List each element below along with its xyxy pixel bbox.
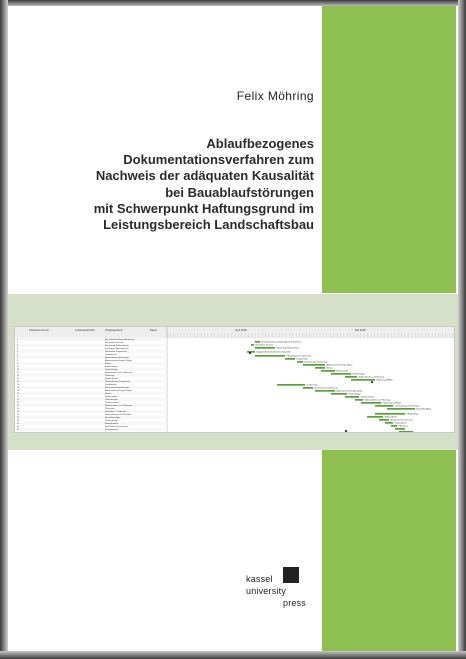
gantt-row-index: 23 [17, 405, 20, 407]
gantt-task-bar [331, 393, 347, 395]
gantt-task-label: Einfassungen [105, 366, 118, 368]
gantt-row-index: 19 [17, 393, 20, 395]
gantt-bar-annotation: Abwassereinrichtung Zuleger [336, 390, 363, 393]
gantt-row-index: 28 [17, 420, 20, 422]
gantt-bar-annotation: Plattenbelage [352, 373, 365, 376]
gantt-row-bg [15, 392, 167, 395]
gantt-milestone [371, 381, 374, 384]
gantt-bar-annotation: Bauwerkraumerweiterung [314, 387, 338, 390]
gantt-row-bg [15, 368, 167, 371]
gantt-column-header: Leistungsbereich [75, 329, 95, 332]
gantt-task-label: Fundamente [105, 384, 117, 386]
gantt-task-bar [355, 399, 363, 401]
gantt-task-bar [315, 390, 335, 392]
gantt-task-bar [395, 428, 405, 430]
gantt-row-bg [15, 410, 167, 413]
gantt-bar-annotation: Plattenbelage [348, 393, 361, 396]
publisher-line-press: press [283, 598, 307, 608]
author-name: Felix Möhring [236, 89, 314, 103]
gantt-row-index: 30 [17, 426, 20, 428]
gantt-row-index: 11 [17, 369, 20, 371]
gantt-row-index: 2 [17, 342, 19, 344]
title-line: Dokumentationsverfahren zum [123, 152, 314, 168]
gantt-bar-annotation: Pflanzungen (19Stk) [382, 402, 401, 405]
gantt-bar-annotation: Fundamente [306, 384, 318, 387]
gantt-task-bar [367, 416, 383, 418]
gantt-task-label: Unterhaltung und Schutzbau [105, 414, 132, 416]
gantt-task-label: Bauzeitenhandlung Haftrahmen [105, 339, 135, 341]
gantt-row-index: 18 [17, 390, 20, 392]
gantt-bar-annotation: Fundamente [296, 358, 308, 361]
gantt-bar-annotation: Einfassungen [336, 370, 349, 373]
gantt-task-bar [315, 367, 325, 369]
gantt-task-label: Abwassereinrichtung Zuleger [105, 360, 132, 362]
gantt-bar-annotation: Pflanzung (18Stk) [376, 379, 393, 382]
gantt-task-bar [277, 384, 305, 386]
gantt-bar-annotation: Pflasterflächen Tragschicht [286, 355, 311, 358]
gantt-task-label: Baustelle einrichten [105, 342, 124, 344]
gantt-row-index: 15 [17, 381, 20, 383]
gantt-task-label: Bodenarbeiten zur Pflanzung [105, 372, 132, 374]
gantt-row-bg [15, 386, 167, 389]
gantt-bar-annotation: Ausgabe Ausbreitrahmen für Baustelle [256, 351, 291, 354]
gantt-row-bg [15, 362, 167, 365]
gantt-row-bg [15, 374, 167, 377]
title-line: Nachweis der adäquaten Kausalität [95, 168, 314, 184]
gantt-row-index: 14 [17, 378, 20, 380]
gantt-task-label: Plattenbelage [105, 369, 118, 371]
shadow-right-edge [458, 0, 466, 659]
gantt-bar-annotation: Pflanzung [398, 425, 408, 428]
publisher-line-kassel: kassel [246, 574, 273, 584]
gantt-task-bar [375, 413, 405, 415]
gantt-row-index: 21 [17, 399, 20, 401]
gantt-task-label: Pflanzung [105, 432, 115, 433]
gantt-task-bar [351, 379, 375, 381]
book-title [16, 136, 314, 233]
gantt-task-label: Binsen [105, 363, 112, 365]
gantt-bar-annotation: Pflasterbelag [406, 413, 419, 416]
gantt-task-label: Bauleit Bauteil [105, 378, 119, 380]
gantt-task-bar [303, 364, 325, 366]
gantt-task-label: Baustellenpflege [105, 417, 121, 419]
gantt-bar-annotation: Bodenarbeiten zur Pflanzung [364, 399, 391, 402]
gantt-task-bar [385, 422, 393, 424]
gantt-task-bar [303, 387, 313, 389]
gantt-bar-annotation: Binsen [326, 367, 333, 370]
gantt-row-index: 13 [17, 375, 20, 377]
gantt-task-label: Bodenarbeiten [105, 423, 119, 425]
gantt-bar-annotation: Baustelleneinrichtungsfreigaben oh ptimieren [261, 341, 302, 344]
gantt-task-label: Fundament Massivbrücke [105, 348, 129, 350]
title-line: Ablaufbezogenes [206, 136, 314, 151]
gantt-task-label: Plattenbelage [105, 399, 118, 401]
gantt-bar-annotation: Kompostieren [394, 422, 407, 425]
gantt-task-label: Bauleitbau 1 Gebäude [105, 411, 126, 413]
gantt-task-bar [391, 425, 397, 427]
gantt-task-bar [375, 405, 393, 407]
gantt-bar-annotation: Anstrichwerke schiiessen [390, 419, 413, 422]
gantt-task-label: Pflanzung [105, 375, 115, 377]
gantt-task-label: Sickerschnitten [105, 402, 120, 404]
gantt-bar-annotation: Abwassereinrichtung Zuleger [326, 364, 353, 367]
gantt-row-index: 31 [17, 429, 20, 431]
gantt-bar-annotation: Sickerschnitten [360, 396, 375, 399]
gantt-column-header: Vorgangsname [105, 329, 123, 332]
gantt-bar-annotation: Bodenarbeiten [384, 416, 398, 419]
gantt-task-label: Pflasterflächen Tragschicht [105, 381, 130, 383]
gantt-month-label: April 2018 [235, 329, 247, 332]
gantt-row-index: 5 [17, 351, 19, 353]
gantt-task-label: Fundamente [105, 354, 117, 356]
gantt-task-label: Abwassereinrichtung Zuleger [105, 390, 132, 392]
gantt-bar-annotation: Unterhaltung und Schutzbau [394, 405, 420, 408]
gantt-row-index: 25 [17, 411, 20, 413]
gantt-row-index: 7 [17, 357, 19, 359]
gantt-column-header: Dauer [150, 329, 158, 332]
gantt-chart-image [14, 326, 455, 433]
publisher-line-university: university [246, 586, 287, 596]
gantt-task-bar [399, 431, 413, 433]
gantt-bar-annotation: Bauvertrag Rollenrahmen [276, 347, 300, 350]
gantt-bar-annotation: Baustellenpflege [416, 408, 432, 411]
gantt-task-bar [255, 341, 260, 343]
gantt-row-bg [15, 416, 167, 419]
gantt-row-index: 27 [17, 417, 20, 419]
gantt-task-bar [345, 376, 357, 378]
gantt-column-header: Positionsnummer [29, 329, 50, 332]
gantt-task-label: Bauwerkraumerweiterung [105, 387, 129, 389]
gantt-task-label: Anstrichwerke schiiessen [105, 426, 129, 428]
gantt-row-index: 1 [17, 339, 19, 341]
gantt-row-bg [15, 356, 167, 359]
gantt-row-index: 26 [17, 414, 20, 416]
title-line: Leistungsbereich Landschaftsbau [103, 217, 314, 233]
gantt-row-bg [15, 404, 167, 407]
gantt-task-bar [247, 351, 255, 353]
gantt-bar-annotation: Bodenarbeiten zur Pflanzung [358, 376, 385, 379]
gantt-row-bg [15, 428, 167, 431]
shadow-left-edge [0, 0, 8, 659]
gantt-task-bar [321, 367, 335, 372]
gantt-task-bar [297, 361, 303, 363]
gantt-row-bg [15, 380, 167, 383]
gantt-task-bar [255, 355, 285, 357]
gantt-row-index: 24 [17, 408, 20, 410]
title-line: mit Schwerpunkt Haftungsgrund im [93, 200, 314, 216]
gantt-task-bar [251, 344, 254, 346]
gantt-row-bg [15, 344, 167, 347]
gantt-row-index: 16 [17, 384, 20, 386]
gantt-milestone [345, 430, 348, 433]
gantt-month-label: Mai 2018 [355, 329, 366, 332]
gantt-row-index: 12 [17, 372, 20, 374]
gantt-task-bar [255, 347, 275, 349]
gantt-task-bar [361, 402, 381, 404]
gantt-row-index: 10 [17, 366, 20, 368]
gantt-task-label: Pflanzung [105, 408, 115, 410]
gantt-task-label: Pflasterbau Tragschicht [105, 351, 127, 353]
gantt-task-bar [387, 408, 415, 410]
gantt-task-label: Bauvertrag Rollenrahmen [105, 345, 129, 347]
gantt-task-bar [345, 396, 359, 398]
gantt-task-label: Kompostieren [105, 429, 118, 431]
gantt-row-index: 20 [17, 396, 20, 398]
title-line: bei Bauablaufstörungen [165, 184, 314, 200]
gantt-task-label: Bodenarbeiten zur Pflanzung [105, 405, 132, 407]
gantt-row-index: 17 [17, 387, 20, 389]
gantt-row-index: 4 [17, 348, 19, 350]
gantt-task-label: Binsen [105, 393, 112, 395]
gantt-row-index: 32 [17, 432, 20, 433]
publisher-logo-square [283, 567, 299, 583]
gantt-row-bg [15, 338, 167, 341]
gantt-row-index: 6 [17, 354, 19, 356]
gantt-task-label: Bauwerkraumerweiterung [105, 357, 129, 359]
gantt-task-label: Pflasterbelag [105, 420, 118, 422]
gantt-bar-annotation: Bauwerkraumerweiterung [304, 361, 328, 364]
gantt-row-index: 29 [17, 423, 20, 425]
gantt-row-bg [15, 398, 167, 401]
gantt-row-bg [15, 422, 167, 425]
gantt-task-bar [379, 419, 389, 421]
gantt-row-index: 3 [17, 345, 19, 347]
green-panel-top [322, 6, 456, 293]
gantt-row-bg [15, 350, 167, 353]
gantt-bar-annotation: Baustelle einrichten [255, 344, 273, 347]
gantt-task-label: Einfassungen [105, 396, 118, 398]
gantt-chart-svg [15, 327, 455, 433]
green-panel-bottom [322, 450, 456, 651]
gantt-row-index: 9 [17, 363, 19, 365]
gantt-task-bar [285, 358, 295, 360]
gantt-row-index: 22 [17, 402, 20, 404]
shadow-bottom-edge [0, 651, 466, 659]
gantt-row-index: 8 [17, 360, 19, 362]
